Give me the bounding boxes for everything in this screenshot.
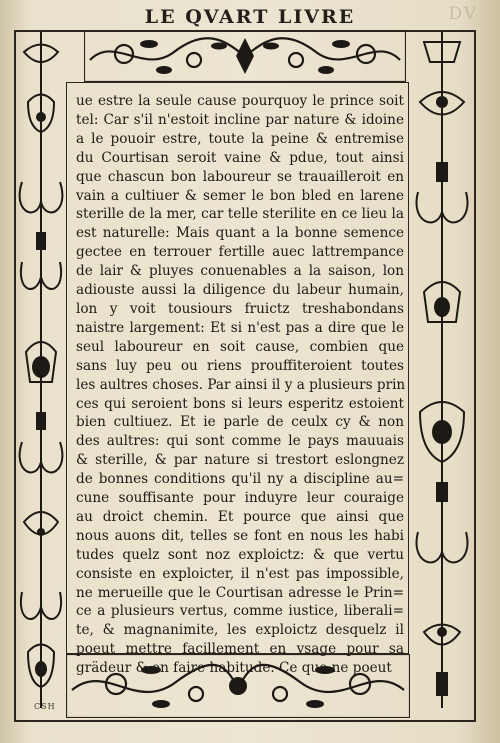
text-line: lon y voit tousiours fruictz treshabondans — [76, 300, 404, 317]
text-line: a le pouoir estre, toute la peine & entremise — [76, 130, 404, 147]
text-line: consiste en exploicter, il n'est pas impossible, — [76, 565, 404, 582]
bleed-through-heading: DV — [448, 4, 478, 24]
text-line: du Courtisan seroit vaine & pdue, tout ainsi — [76, 149, 404, 166]
text-line: bien cultiuez. Et ie parle de ceulx cy & non — [76, 414, 404, 431]
text-line: ces qui seroient bons si leurs esperitz estoient — [76, 395, 404, 412]
text-line: de bonnes conditions qu'il ny a discipline au= — [76, 471, 404, 488]
text-line: au droict chemin. Et pource que ainsi que — [76, 508, 404, 525]
text-line: vain a cultiuer & semer le bon bled en larene — [76, 187, 404, 204]
text-line: ue estre la seule cause pourquoy le prince soit — [76, 93, 404, 109]
text-line: que chascun bon laboureur se trauailleroit en — [76, 168, 404, 185]
text-line: cune souffisante pour induyre leur couraige — [76, 490, 404, 507]
text-line: ne merueille que le Courtisan adresse le Prin= — [76, 584, 404, 601]
text-line: poeut mettre facillement en vsage pour sa — [76, 641, 404, 658]
text-line: adiouste aussi la diligence du labeur humain, — [76, 282, 404, 299]
text-line: de lair & pluyes conuenables a la saison, lon — [76, 263, 404, 280]
text-line: naistre largement: Et si n'est pas a dire que le — [76, 319, 404, 336]
printer-mark: CSH — [34, 702, 56, 711]
left-candelabrum-column — [16, 32, 66, 708]
text-line: sans luy peu ou riens prouffiteroient toutes — [76, 357, 404, 374]
text-line: est naturelle: Mais quant a la bonne semence — [76, 225, 404, 242]
text-line: des aultres: qui sont comme le pays mauuais — [76, 433, 404, 450]
right-candelabrum-column — [410, 32, 474, 708]
text-line: nous auons dit, telles se font en nous les habi — [76, 527, 404, 544]
running-head: LE QVART LIVRE — [144, 6, 356, 28]
text-line: ce a plusieurs vertus, comme iustice, liberali= — [76, 603, 404, 620]
text-line: sterille de la mer, car telle sterilite en ce lieu la — [76, 206, 404, 223]
text-line: seul laboureur en soit cause, combien que — [76, 338, 404, 355]
text-line: les aultres choses. Par ainsi il y a plusieurs prin — [76, 376, 406, 393]
top-foliate-panel — [84, 30, 406, 82]
body-text — [76, 92, 404, 678]
text-line: tudes quelz sont noz exploictz: & que vertu — [76, 546, 404, 563]
text-line: gectee en terrouer fertille auec lattrempance — [76, 244, 404, 261]
text-line: tel: Car s'il n'estoit incline par nature & idoine — [76, 111, 404, 128]
text-line: te, & magnanimite, les exploictz desquelz il — [76, 622, 404, 639]
text-line: grädeur & en faire habitude. Ce que ne poeut — [76, 660, 392, 677]
text-line: & sterille, & par nature si trestort eslongnez — [76, 452, 404, 469]
